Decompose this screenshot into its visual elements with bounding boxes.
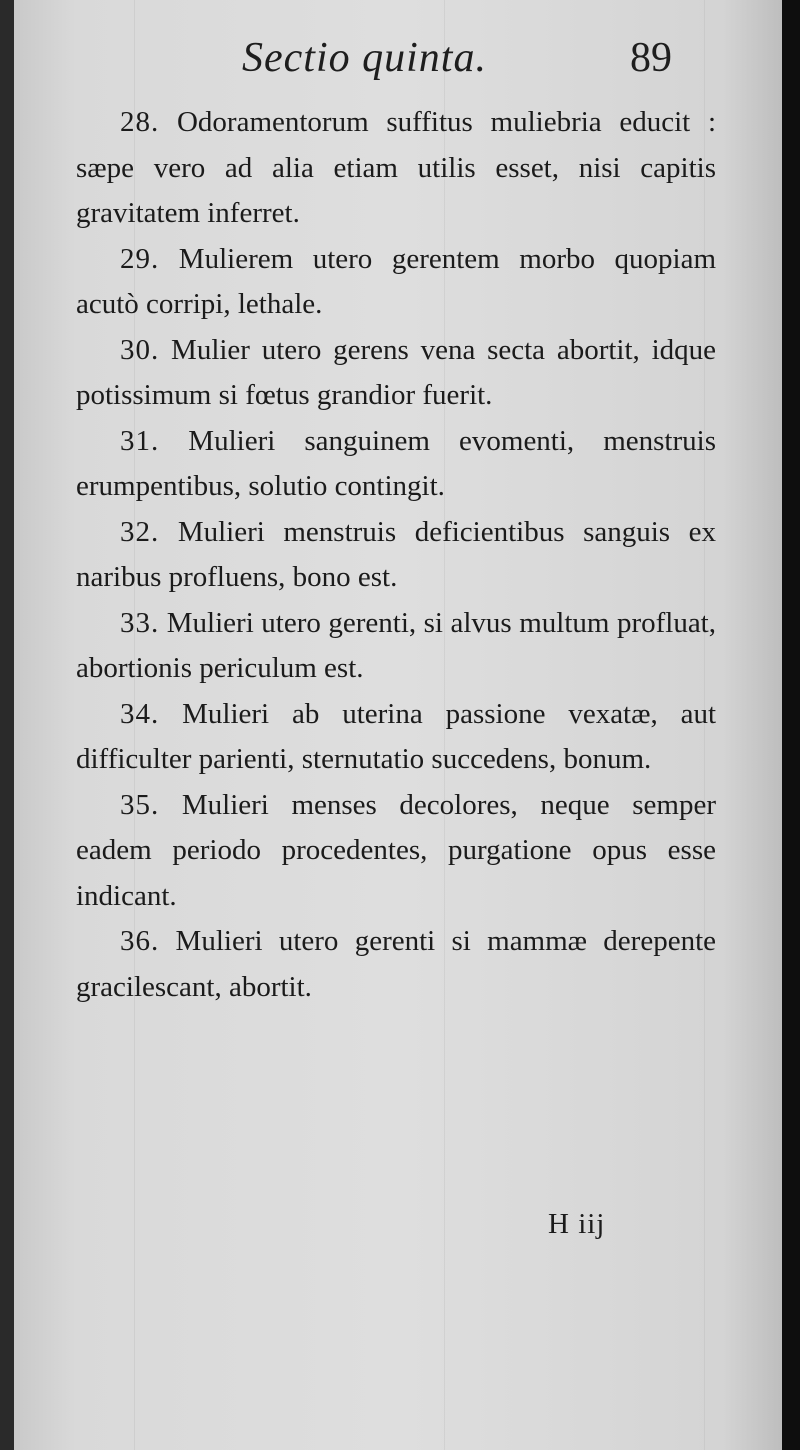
aphorism-text: Mulier utero gerens vena secta abortit, idque potissimum si fœtus grandior fuerit. bbox=[76, 333, 716, 411]
scan-edge-left bbox=[0, 0, 14, 1450]
aphorism-number: 34. bbox=[120, 697, 160, 730]
aphorism-33 bbox=[76, 601, 716, 692]
aphorism-number: 33. bbox=[120, 606, 160, 639]
aphorism-text: Mulieri utero gerenti si mammæ derepente gracilescant, abortit. bbox=[76, 925, 717, 1003]
body-text bbox=[76, 100, 716, 1010]
aphorism-number: 30. bbox=[120, 333, 160, 366]
aphorism-number: 29. bbox=[120, 242, 160, 275]
aphorism-number: 31. bbox=[120, 424, 160, 457]
running-title: Sectio quinta. bbox=[242, 35, 487, 81]
aphorism-28 bbox=[76, 100, 716, 237]
signature-mark: H iij bbox=[548, 1208, 606, 1240]
aphorism-35 bbox=[76, 783, 716, 920]
aphorism-text: Mulieri menses decolores, neque semper eadem periodo procedentes, purgatione opus esse indicant. bbox=[76, 788, 716, 912]
aphorism-29 bbox=[76, 237, 716, 328]
aphorism-36 bbox=[76, 919, 716, 1010]
aphorism-text: Odoramentorum suffitus muliebria educit : sæpe vero ad alia etiam utilis esset, nisi capitis gravitatem inferret. bbox=[76, 106, 716, 229]
aphorism-text: Mulieri sanguinem evomenti, menstruis erumpentibus, solutio contingit. bbox=[76, 424, 716, 502]
aphorism-34 bbox=[76, 692, 716, 783]
aphorism-number: 35. bbox=[120, 788, 160, 821]
aphorism-text: Mulierem utero gerentem morbo quopiam acutò corripi, lethale. bbox=[76, 242, 717, 320]
page-number: 89 bbox=[630, 35, 672, 81]
aphorism-text: Mulieri utero gerenti, si alvus multum profluat, abortionis periculum est. bbox=[76, 606, 716, 684]
aphorism-32 bbox=[76, 510, 716, 601]
aphorism-31 bbox=[76, 419, 716, 510]
book-page bbox=[14, 0, 784, 1450]
aphorism-number: 28. bbox=[120, 106, 160, 138]
aphorism-number: 36. bbox=[120, 925, 160, 957]
scan-edge-right bbox=[782, 0, 800, 1450]
aphorism-text: Mulieri menstruis deficientibus sanguis ex naribus profluens, bono est. bbox=[76, 515, 717, 593]
aphorism-30 bbox=[76, 328, 716, 419]
aphorism-text: Mulieri ab uterina passione vexatæ, aut difficulter parienti, sternutatio succedens, bonum. bbox=[76, 697, 717, 775]
aphorism-number: 32. bbox=[120, 515, 160, 548]
page-header bbox=[14, 28, 784, 98]
